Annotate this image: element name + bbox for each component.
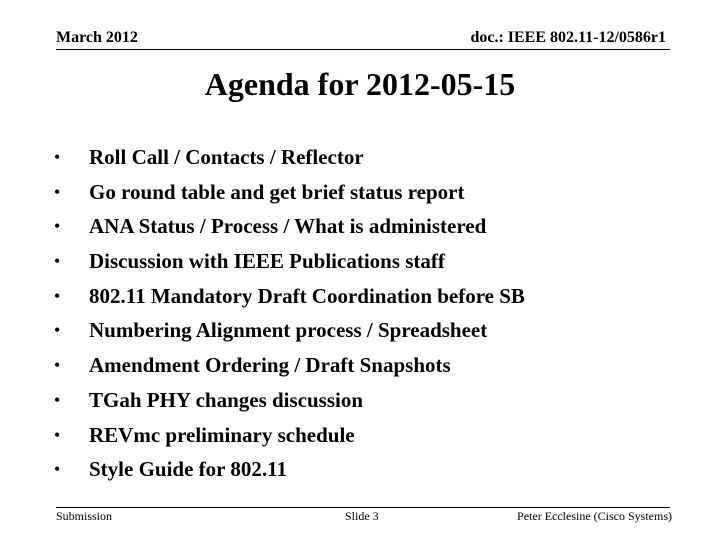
agenda-item-text: Roll Call / Contacts / Reflector (89, 145, 364, 169)
bullet-icon: • (54, 147, 61, 167)
bullet-icon: • (54, 355, 61, 376)
agenda-item-text: Discussion with IEEE Publications staff (89, 249, 445, 274)
header-document-id: doc.: IEEE 802.11-12/0586r1 (470, 29, 666, 46)
footer-author: Peter Ecclesine (Cisco Systems) (517, 509, 672, 523)
bullet-icon: • (54, 389, 61, 410)
bullet-icon: • (54, 181, 61, 202)
agenda-item-text: Go round table and get brief status report (89, 179, 465, 204)
slide-title: Agenda for 2012-05-15 (204, 66, 516, 102)
bullet-icon: • (54, 216, 61, 237)
agenda-item-text: Style Guide for 802.11 (89, 457, 287, 482)
footer-slide-number: Slide 3 (345, 509, 379, 523)
bullet-icon: • (54, 320, 61, 341)
header-date: March 2012 (56, 29, 138, 46)
bullet-icon: • (54, 424, 61, 445)
agenda-item-text: REVmc preliminary schedule (89, 422, 355, 447)
agenda-item-text: TGah PHY changes discussion (89, 387, 364, 412)
agenda-item-text: Amendment Ordering / Draft Snapshots (89, 353, 451, 378)
bullet-icon: • (54, 251, 61, 272)
footer-submission: Submission (56, 509, 113, 523)
agenda-item-text: 802.11 Mandatory Draft Coordination before SB (89, 283, 525, 308)
header-divider (56, 49, 670, 50)
agenda-item-text: ANA Status / Process / What is administered (89, 214, 487, 239)
agenda-item-text: Numbering Alignment process / Spreadsheet (89, 318, 488, 343)
bullet-icon: • (54, 285, 61, 306)
bullet-icon: • (54, 459, 61, 480)
footer-divider (56, 507, 670, 508)
